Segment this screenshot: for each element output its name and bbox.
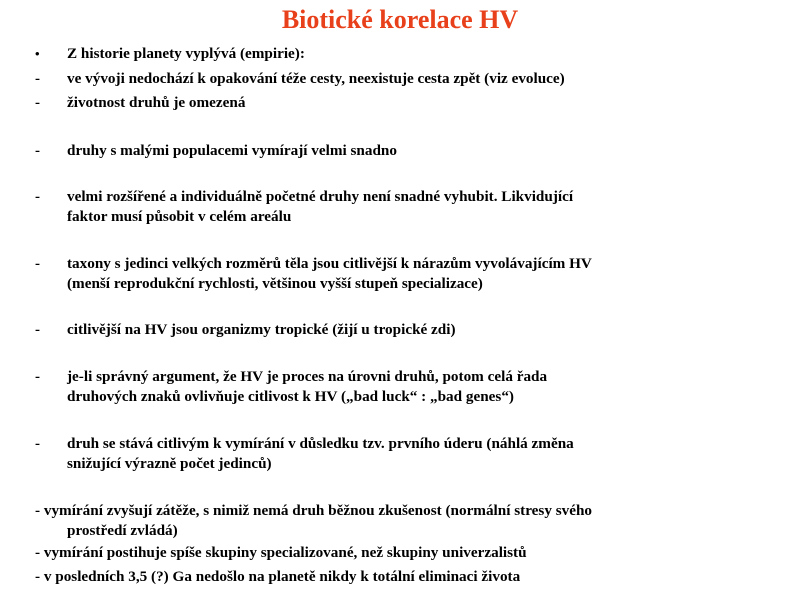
list-item-text: je-li správný argument, že HV je proces na úrovni druhů, potom celá řada <box>67 368 548 385</box>
list-item-text-continued: faktor musí působit v celém areálu <box>67 208 292 225</box>
list-item-text-continued: druhových znaků ovlivňuje citlivost k HV („bad luck“ : „bad genes“) <box>67 388 514 405</box>
list-item-text: - vymírání postihuje spíše skupiny specializované, než skupiny univerzalistů <box>35 544 527 561</box>
list-item-text: taxony s jedinci velkých rozměrů těla jsou citlivější k nárazům vyvolávajícím HV <box>67 255 592 272</box>
list-item-text: - v posledních 3,5 (?) Ga nedošlo na planetě nikdy k totální eliminaci života <box>35 568 521 585</box>
list-item-text: druhy s malými populacemi vymírají velmi snadno <box>67 142 397 159</box>
list-item-text: druh se stává citlivým k vymírání v důsledku tzv. prvního úderu (náhlá změna <box>67 435 574 452</box>
bullet-marker: • <box>35 46 40 61</box>
list-item-text-continued: (menší reprodukční rychlosti, většinou vyšší stupeň specializace) <box>67 275 483 292</box>
list-item-text: životnost druhů je omezená <box>67 94 246 111</box>
dash-marker: - <box>35 95 40 111</box>
list-item-text-continued: snižující výrazně počet jedinců) <box>67 455 272 472</box>
dash-marker: - <box>35 322 40 338</box>
list-item-text-continued: prostředí zvládá) <box>67 522 178 539</box>
dash-marker: - <box>35 189 40 205</box>
dash-marker: - <box>35 71 40 87</box>
page-title: Biotické korelace HV <box>281 5 519 34</box>
dash-marker: - <box>35 143 40 159</box>
list-item-text: Z historie planety vyplývá (empirie): <box>67 45 305 62</box>
dash-marker: - <box>35 369 40 385</box>
list-item-text: citlivější na HV jsou organizmy tropické (žijí u tropické zdi) <box>67 321 456 338</box>
dash-marker: - <box>35 256 40 272</box>
list-item-text: ve vývoji nedochází k opakování téže cesty, neexistuje cesta zpět (viz evoluce) <box>67 70 565 87</box>
list-item-text: - vymírání zvyšují zátěže, s nimiž nemá druh běžnou zkušenost (normální stresy svého <box>35 502 592 519</box>
dash-marker: - <box>35 436 40 452</box>
list-item-text: velmi rozšířené a individuálně početné druhy není snadné vyhubit. Likvidující <box>67 188 574 205</box>
